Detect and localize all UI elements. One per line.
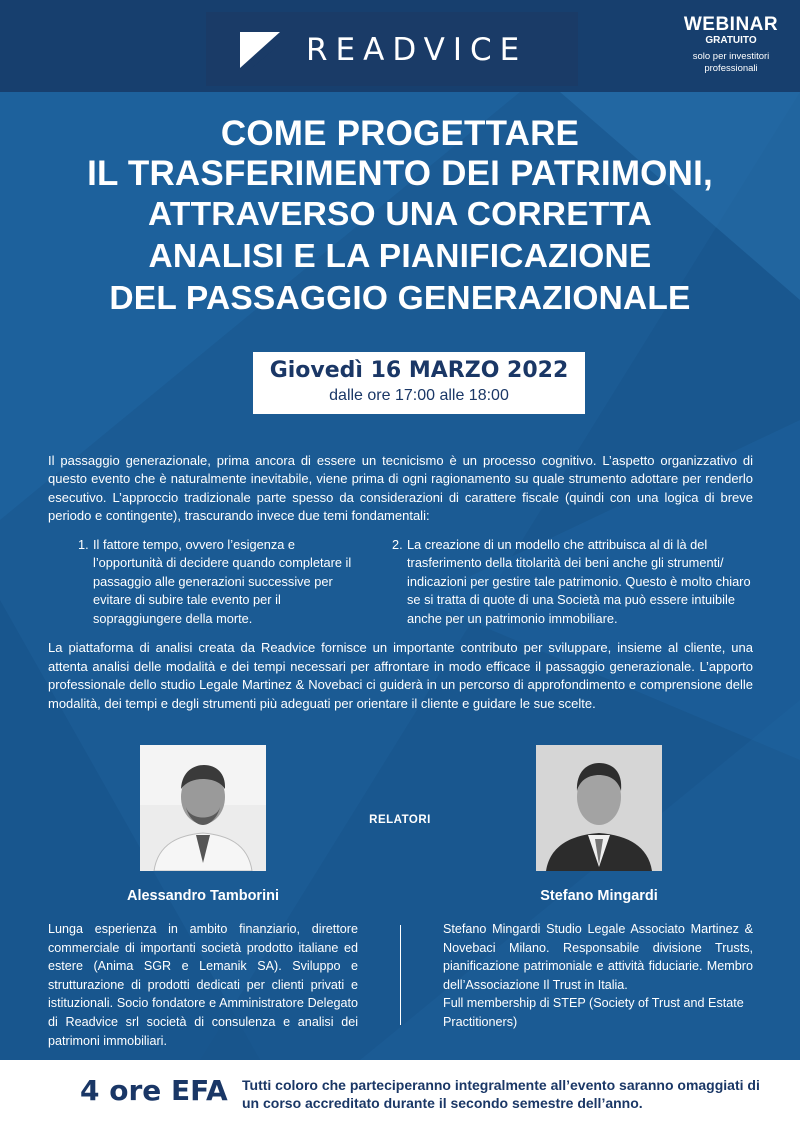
event-time: dalle ore 17:00 alle 18:00 xyxy=(329,387,509,404)
event-date: Giovedì 16 MARZO 2022 xyxy=(269,358,569,383)
divider xyxy=(400,925,401,1025)
footer-banner xyxy=(0,1060,800,1132)
efa-hours: 4 ore EFA xyxy=(80,1074,228,1107)
webinar-subtitle: GRATUITO xyxy=(705,35,757,46)
portrait-image-icon xyxy=(536,745,662,871)
brand-name: READVICE xyxy=(306,32,528,68)
speaker-name-mingardi: Stefano Mingardi xyxy=(540,888,658,904)
brand-logo xyxy=(206,12,578,86)
point-text: La creazione di un modello che attribuisca al di là del trasferimento della titolarità dei beni anche gli strumenti/ indicazioni per gestire tale patrimonio. Questo è molto chiaro se si tratta di quote di una Società ma può essere intuibile anche per un patrimonio immobiliare. xyxy=(407,537,751,626)
point-number: 1. xyxy=(78,537,89,552)
title-line-4: ANALISI E LA PIANIFICAZIONE xyxy=(148,238,652,275)
point-1 xyxy=(78,536,354,628)
event-date-box xyxy=(253,352,585,414)
webinar-note xyxy=(676,51,786,75)
speakers-heading: RELATORI xyxy=(369,814,431,826)
point-text: Il fattore tempo, ovvero l’esigenza e l’opportunità di decidere quando completare il passaggio alle generazioni successive per evitare di subire tale evento per il sopraggiungere della morte. xyxy=(93,537,352,626)
speaker-bio-tamborini: Lunga esperienza in ambito finanziario, direttore commerciale di importanti società prodotto italiane ed estere (Anima SGR e Lemanik SA). Sviluppo e strutturazione di prodotti dedicati per clienti privati e istituzionali. Socio fondatore e Amministratore Delegato di Readvice srl società di consulenza e analisi dei patrimoni immobiliari. xyxy=(48,922,358,1048)
portrait-image-icon xyxy=(140,745,266,871)
title-line-3: ATTRAVERSO UNA CORRETTA xyxy=(148,196,652,233)
intro-paragraph: Il passaggio generazionale, prima ancora di essere un tecnicismo è un processo cognitivo. L’aspetto organizzativo di questo evento che è naturalmente inevitabile, viene prima di ogni ragionamento su quale strumento adottare per renderlo esecutivo. L’approccio tradizionale parte spesso da considerazioni di carattere fiscale (quindi con una logica di breve periodo e contingente), trascurando invece due temi fondamentali: xyxy=(48,453,753,523)
webinar-badge xyxy=(676,14,786,75)
title-line-5: DEL PASSAGGIO GENERAZIONALE xyxy=(109,280,691,317)
speaker-bio-text-2: Full membership di STEP (Society of Trust and Estate Practitioners) xyxy=(443,996,744,1029)
page-title xyxy=(0,114,800,320)
webinar-note-line-1: solo per investitori xyxy=(692,51,770,62)
speaker-name-tamborini: Alessandro Tamborini xyxy=(126,888,279,904)
speaker-photo-tamborini xyxy=(140,745,266,871)
point-2 xyxy=(392,536,752,628)
speaker-bio-mingardi xyxy=(443,920,753,1032)
footer-text: Tutti coloro che parteciperanno integralmente all’evento saranno omaggiati di un corso accreditato durante il secondo semestre dell’anno. xyxy=(242,1077,760,1111)
logo-mark-icon xyxy=(240,32,280,68)
webinar-note-line-2: professionali xyxy=(704,63,758,74)
speaker-photo-mingardi xyxy=(536,745,662,871)
webinar-title: WEBINAR xyxy=(683,14,779,35)
point-number: 2. xyxy=(392,537,403,552)
speaker-bio-text: Stefano Mingardi Studio Legale Associato Martinez & Novebaci Milano. Responsabile divisione Trusts, pianificazione patrimoniale e attività fiduciarie. Membro dell’Associazione Il Trust in Italia. xyxy=(443,922,753,992)
title-line-2: IL TRASFERIMENTO DEI PATRIMONI, xyxy=(87,154,713,193)
title-line-1: COME PROGETTARE xyxy=(220,114,580,153)
description-paragraph: La piattaforma di analisi creata da Readvice fornisce un importante contributo per sviluppare, insieme al cliente, una attenta analisi delle modalità e dei tempi necessari per affrontare in modo efficace il passaggio generazionale. L’apporto professionale dello studio Legale Martinez & Novebaci ci guiderà in un percorso di approfondimento e comprensione delle modalità, dei tempi e degli strumenti più adeguati per orientare il cliente e guidare le sue scelte. xyxy=(48,640,753,711)
